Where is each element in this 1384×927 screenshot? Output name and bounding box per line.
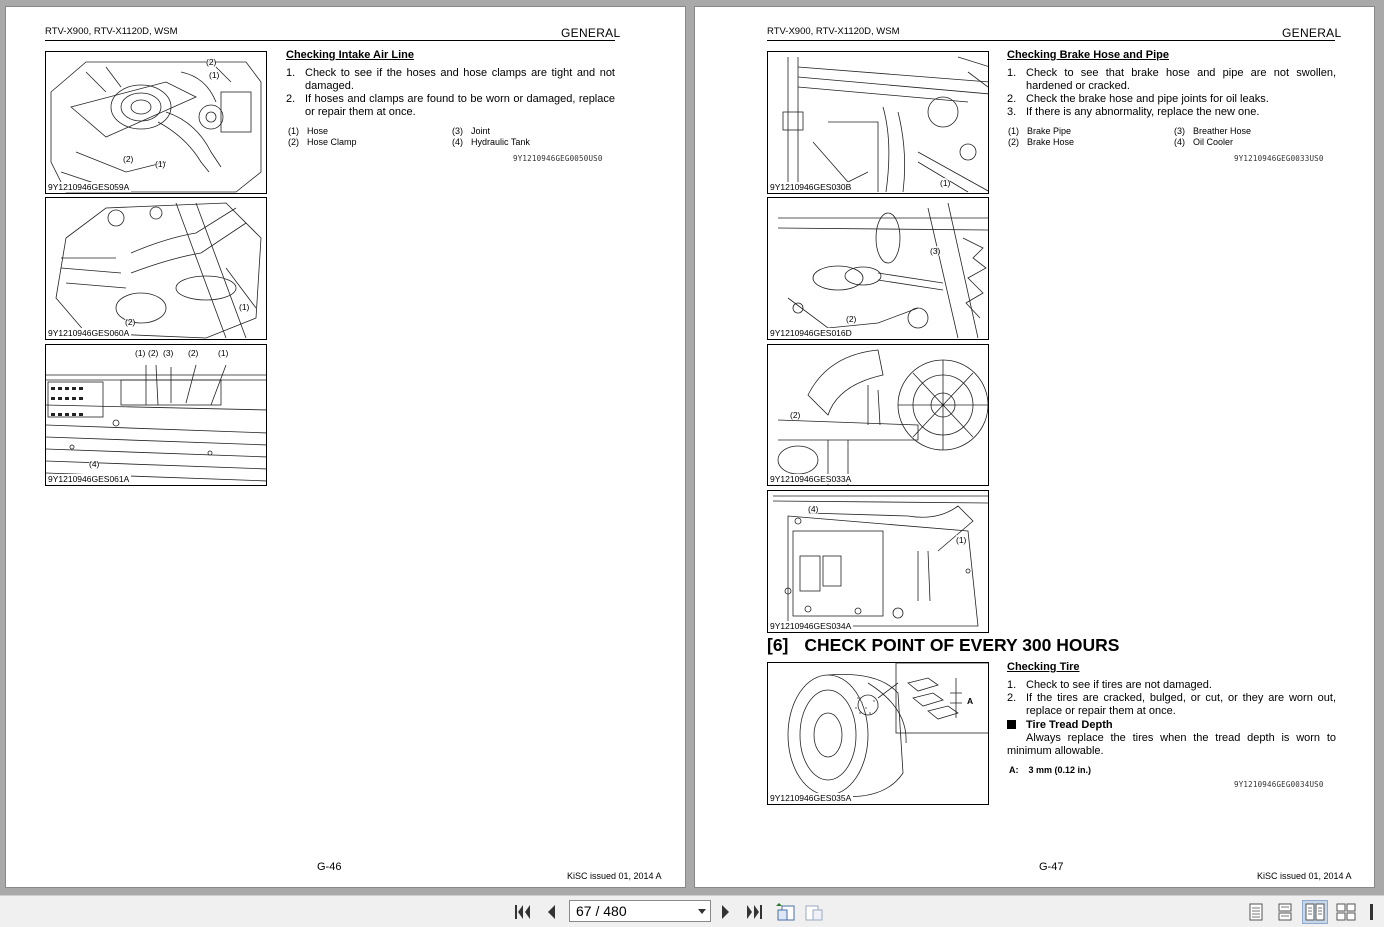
page-number-value: 67 / 480: [576, 903, 627, 919]
page-header-section: GENERAL: [561, 26, 621, 40]
header-rule: [45, 40, 615, 41]
figure-caption: 9Y1210946GES030B: [770, 182, 852, 192]
previous-page-icon[interactable]: [540, 901, 562, 923]
figure-tire: [767, 662, 989, 805]
legend-item: (1) Hose: [288, 126, 329, 136]
tire-section-title: Checking Tire: [1007, 661, 1080, 673]
callout-3: (3): [930, 246, 941, 256]
figure-caption: 9Y1210946GES033A: [770, 474, 852, 484]
header-rule: [767, 40, 1335, 41]
page-header-model: RTV-X900, RTV-X1120D, WSM: [45, 26, 178, 37]
figure-caption: 9Y1210946GES061A: [48, 474, 130, 484]
figure-brake-hose-2: [767, 197, 989, 340]
tire-tread-subheading: Tire Tread Depth: [1007, 719, 1113, 731]
chevron-down-icon[interactable]: [698, 909, 706, 914]
callout-1: (1): [239, 302, 250, 312]
callout-2: (2): [790, 410, 801, 420]
callout-2: (2): [123, 154, 134, 164]
legend-item: (3) Breather Hose: [1174, 126, 1252, 136]
engine-illustration: [46, 52, 267, 194]
callout-2: (2): [148, 348, 159, 358]
next-page-icon[interactable]: [715, 901, 737, 923]
legend-item: (2) Brake Hose: [1008, 137, 1075, 147]
brake-hose-illustration: [768, 198, 989, 340]
oil-cooler-illustration: [768, 491, 989, 633]
single-page-view-icon[interactable]: [1243, 900, 1269, 924]
page-number: G-46: [317, 861, 342, 873]
callout-1: (1): [940, 178, 951, 188]
bullet-square-icon: [1007, 720, 1016, 729]
facing-pages-view-icon[interactable]: [1302, 900, 1328, 924]
toolbar-edge-marker: [1370, 904, 1373, 920]
figure-caption: 9Y1210946GES016D: [770, 328, 852, 338]
section-title: Checking Intake Air Line: [286, 49, 414, 61]
tire-tread-paragraph: Always replace the tires when the tread depth is worn to minimum allowable.: [1007, 732, 1336, 757]
page-header-section: GENERAL: [1282, 26, 1342, 40]
callout-1: (1): [135, 348, 146, 358]
brake-hose-illustration: [768, 52, 989, 194]
document-code: 9Y1210946GEG0033US0: [1234, 154, 1324, 163]
continuous-facing-view-icon[interactable]: [1333, 900, 1359, 924]
page-number: G-47: [1039, 861, 1064, 873]
callout-a: A: [967, 696, 974, 706]
chapter-heading: [6] CHECK POINT OF EVERY 300 HOURS: [767, 635, 1120, 655]
figure-intake-air-line-1: [45, 51, 267, 194]
page-number-field[interactable]: [569, 900, 711, 922]
page-header-model: RTV-X900, RTV-X1120D, WSM: [767, 26, 900, 37]
legend-item: (3) Joint: [452, 126, 491, 136]
brake-hose-illustration: [768, 345, 989, 486]
legend-item: (4) Hydraulic Tank: [452, 137, 530, 147]
callout-2: (2): [846, 314, 857, 324]
tire-steps-list: [1007, 679, 1336, 718]
step-item: 2. If hoses and clamps are found to be worn or damaged, replace or repair them at once.: [286, 93, 615, 118]
last-page-icon[interactable]: [743, 901, 765, 923]
step-item: 1. Check to see that brake hose and pipe are not swollen, hardened or cracked.: [1007, 67, 1336, 92]
step-item: 1. Check to see if the hoses and hose clamps are tight and not damaged.: [286, 67, 615, 92]
go-back-view-icon[interactable]: [774, 901, 796, 923]
tire-illustration: [768, 663, 989, 805]
figure-brake-hose-4: [767, 490, 989, 633]
steps-list: [1007, 67, 1336, 119]
figure-caption: 9Y1210946GES035A: [770, 793, 852, 803]
step-item: 3. If there is any abnormality, replace the new one.: [1007, 106, 1260, 118]
callout-1: (1): [155, 159, 166, 169]
callout-2: (2): [188, 348, 199, 358]
page-right: [694, 6, 1375, 888]
callout-1: (1): [209, 70, 220, 80]
callout-4: (4): [89, 459, 100, 469]
figure-brake-hose-1: [767, 51, 989, 194]
legend-item: (1) Brake Pipe: [1008, 126, 1072, 136]
engine-illustration: [46, 198, 267, 340]
callout-4: (4): [808, 504, 819, 514]
figure-caption: 9Y1210946GES060A: [48, 328, 130, 338]
first-page-icon[interactable]: [512, 901, 534, 923]
figure-caption: 9Y1210946GES034A: [770, 621, 852, 631]
page-left: [5, 6, 686, 888]
step-item: 2. If the tires are cracked, bulged, or cut, or they are worn out, replace or repair them at once.: [1007, 692, 1336, 717]
navigation-toolbar: [0, 895, 1384, 927]
continuous-view-icon[interactable]: [1272, 900, 1298, 924]
figure-brake-hose-3: [767, 344, 989, 486]
go-forward-view-icon[interactable]: [804, 901, 826, 923]
step-item: 2. Check the brake hose and pipe joints for oil leaks.: [1007, 93, 1269, 105]
section-title: Checking Brake Hose and Pipe: [1007, 49, 1169, 61]
legend-item: (2) Hose Clamp: [288, 137, 357, 147]
legend-item: (4) Oil Cooler: [1174, 137, 1234, 147]
callout-1: (1): [956, 535, 967, 545]
issue-note: KiSC issued 01, 2014 A: [567, 871, 662, 881]
step-item: 1. Check to see if tires are not damaged.: [1007, 679, 1212, 691]
callout-3: (3): [163, 348, 174, 358]
document-code: 9Y1210946GEG0050US0: [513, 154, 603, 163]
figure-intake-air-line-3: [45, 344, 267, 486]
callout-2: (2): [206, 57, 217, 67]
steps-list: [286, 67, 615, 119]
callout-2: (2): [125, 317, 136, 327]
hydraulic-tank-illustration: [46, 345, 267, 486]
parts-legend: [288, 126, 618, 150]
document-code: 9Y1210946GEG0034US0: [1234, 780, 1324, 789]
figure-intake-air-line-2: [45, 197, 267, 340]
parts-legend: [1008, 126, 1338, 150]
figure-caption: 9Y1210946GES059A: [48, 182, 130, 192]
callout-1: (1): [218, 348, 229, 358]
issue-note: KiSC issued 01, 2014 A: [1257, 871, 1352, 881]
tread-depth-spec: A: 3 mm (0.12 in.): [1009, 765, 1092, 775]
